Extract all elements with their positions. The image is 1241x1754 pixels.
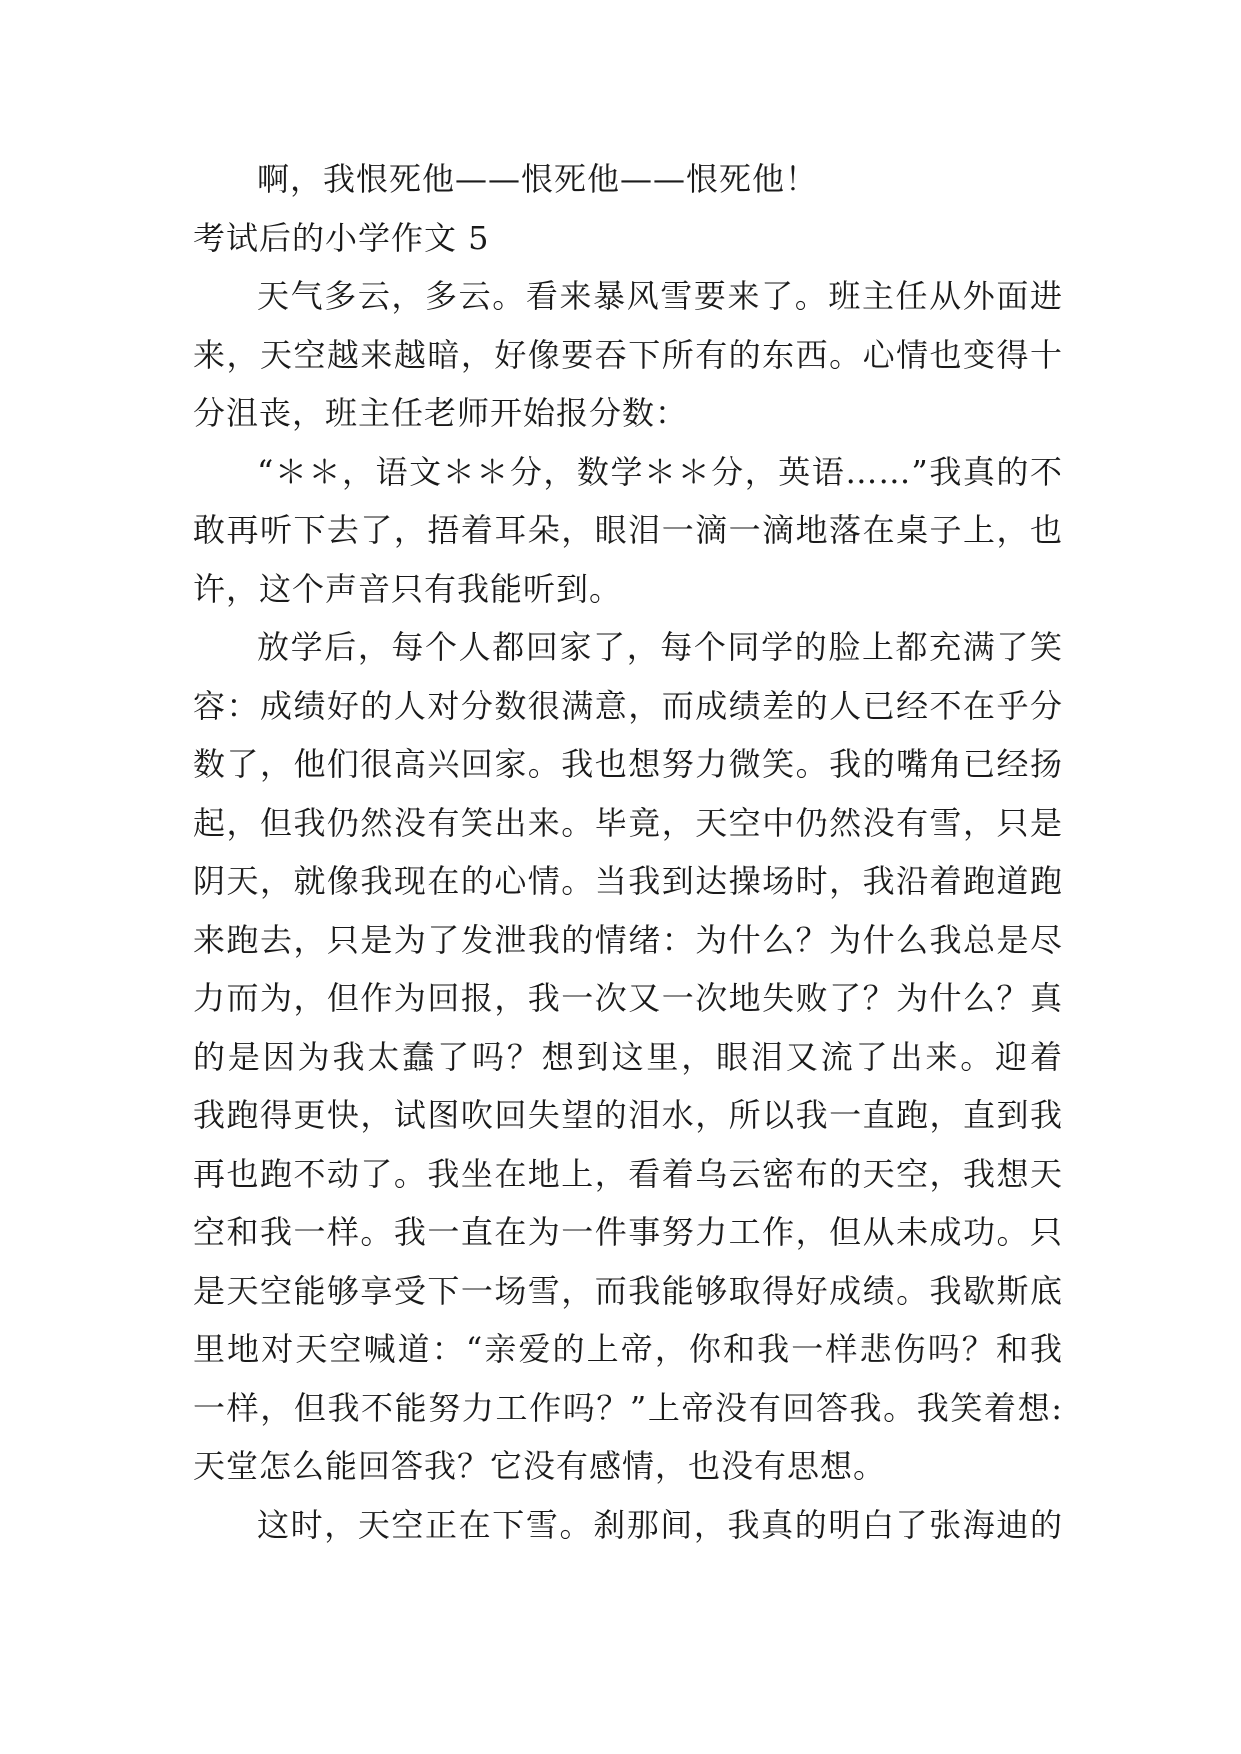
text-line: 天堂怎么能回答我？它没有感情，也没有思想。 bbox=[193, 1447, 887, 1485]
text-line: 放学后，每个人都回家了，每个同学的脸上都充满了笑 bbox=[257, 628, 1063, 666]
text-line: 敢再听下去了，捂着耳朵，眼泪一滴一滴地落在桌子上，也 bbox=[193, 511, 1063, 549]
text-line: 啊，我恨死他——恨死他——恨死他！ bbox=[257, 160, 819, 198]
essay-text bbox=[193, 150, 1063, 1554]
text-line: 阴天，就像我现在的心情。当我到达操场时，我沿着跑道跑 bbox=[193, 862, 1063, 900]
text-line: 里地对天空喊道：“亲爱的上帝，你和我一样悲伤吗？和我 bbox=[193, 1330, 1063, 1368]
essay-heading: 考试后的小学作文 5 bbox=[193, 218, 490, 257]
text-line: 许，这个声音只有我能听到。 bbox=[193, 569, 623, 608]
text-line: 的是因为我太蠢了吗？想到这里，眼泪又流了出来。迎着 bbox=[193, 1037, 1063, 1076]
text-line: 起，但我仍然没有笑出来。毕竟，天空中仍然没有雪，只是 bbox=[193, 803, 1063, 842]
text-line: 来跑去，只是为了发泄我的情绪：为什么？为什么我总是尽 bbox=[193, 920, 1063, 959]
text-line: 来，天空越来越暗，好像要吞下所有的东西。心情也变得十 bbox=[193, 335, 1063, 374]
text-line: 分沮丧，班主任老师开始报分数： bbox=[193, 394, 689, 432]
text-line: 数了，他们很高兴回家。我也想努力微笑。我的嘴角已经扬 bbox=[193, 745, 1063, 783]
text-line: 一样，但我不能努力工作吗？”上帝没有回答我。我笑着想: bbox=[193, 1388, 1063, 1427]
text-line: 力而为，但作为回报，我一次又一次地失败了？为什么？真 bbox=[193, 979, 1063, 1017]
text-line: 这时，天空正在下雪。刹那间，我真的明白了张海迪的 bbox=[257, 1505, 1063, 1544]
text-line: 是天空能够享受下一场雪，而我能够取得好成绩。我歇斯底 bbox=[193, 1271, 1063, 1310]
text-line: 天气多云，多云。看来暴风雪要来了。班主任从外面进 bbox=[257, 277, 1063, 315]
text-line: “＊＊，语文＊＊分，数学＊＊分，英语……”我真的不 bbox=[257, 452, 1063, 491]
text-line: 空和我一样。我一直在为一件事努力工作，但从未成功。只 bbox=[193, 1213, 1063, 1251]
text-line: 我跑得更快，试图吹回失望的泪水，所以我一直跑，直到我 bbox=[193, 1096, 1063, 1134]
text-line: 再也跑不动了。我坐在地上，看着乌云密布的天空，我想天 bbox=[193, 1154, 1063, 1193]
text-line: 容：成绩好的人对分数很满意，而成绩差的人已经不在乎分 bbox=[193, 686, 1063, 725]
